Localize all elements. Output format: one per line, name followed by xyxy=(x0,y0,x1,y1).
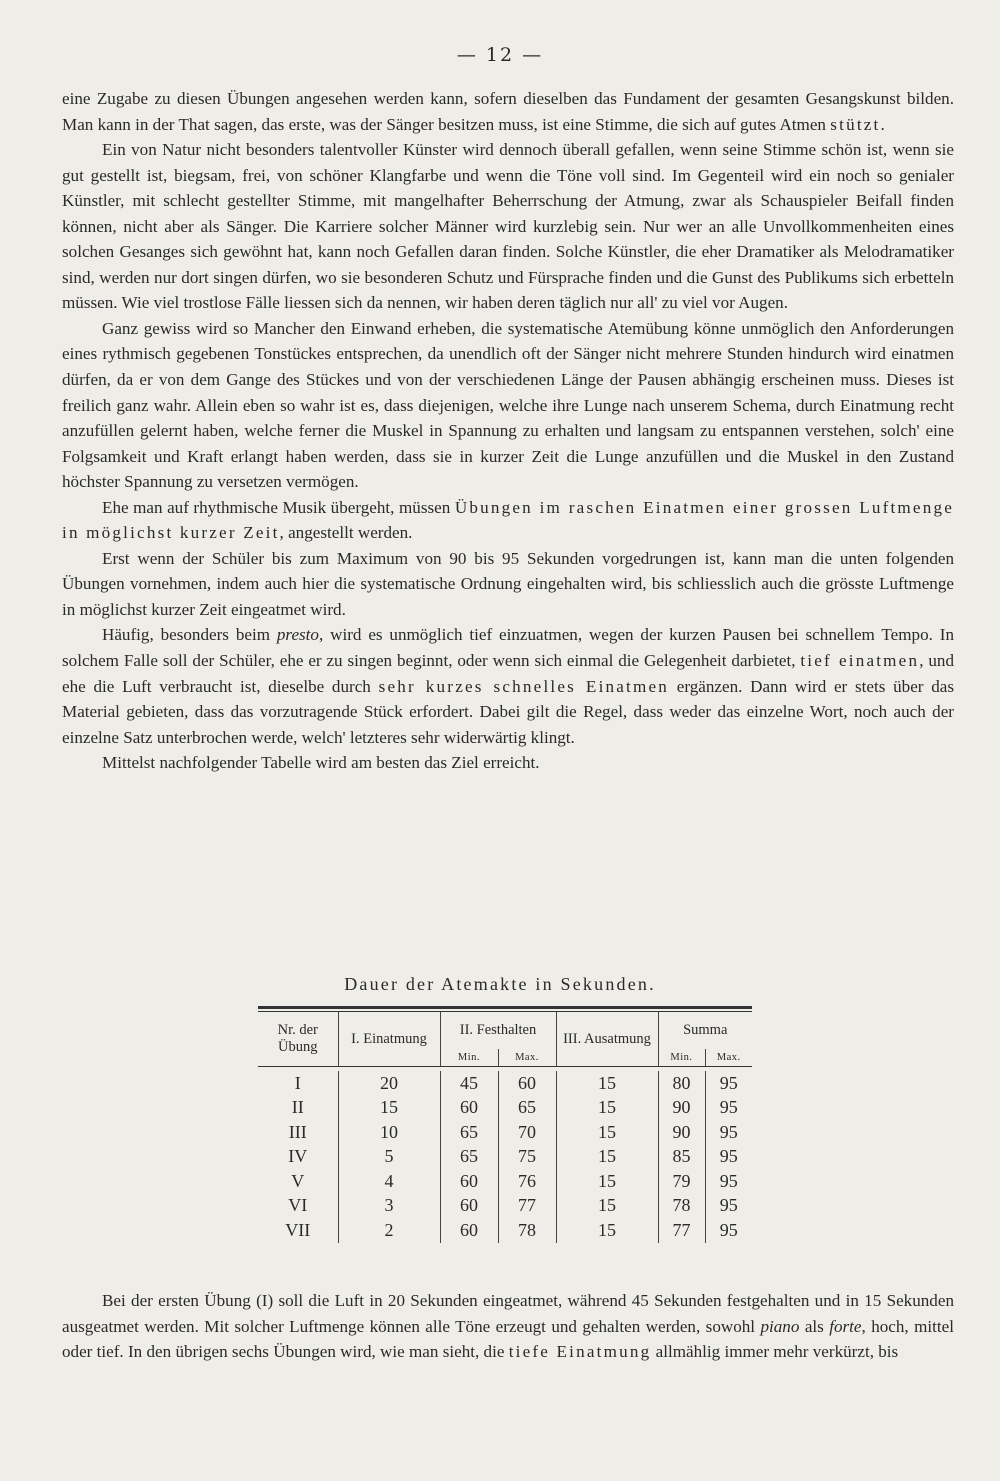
cell-festhalten-max: 60 xyxy=(498,1071,556,1096)
cell-summa-max: 95 xyxy=(705,1120,752,1145)
cell-festhalten-min: 65 xyxy=(440,1120,498,1145)
cell-festhalten-min: 45 xyxy=(440,1071,498,1096)
spaced-emphasis: tief einatmen xyxy=(800,651,920,671)
cell-ausatmung: 15 xyxy=(556,1120,658,1145)
cell-festhalten-min: 60 xyxy=(440,1169,498,1194)
paragraph: Häufig, besonders beim presto, wird es unmöglich tief einzuatmen, wegen der kurzen Pausen bei schnellem Tempo. In solchem Falle soll der Schüler, ehe er zu singen beginnt, oder wenn sich einmal die Gelegenheit darbietet, tief einatmen, und ehe die Luft verbraucht ist, dieselbe durch sehr kurzes schnelles Einatmen ergänzen. Dann wird er stets über das Material gebieten, dass das vorzutragende Stück erfordert. Dabei gilt die Regel, dass weder das einzelne Wort, noch auch der einzelne Satz unterbrochen werde, welch' letzteres sehr widerwärtig klingt. xyxy=(62,625,954,747)
cell-summa-max: 95 xyxy=(705,1145,752,1170)
cell-summa-min: 79 xyxy=(658,1169,705,1194)
cell-festhalten-max: 76 xyxy=(498,1169,556,1194)
cell-festhalten-min: 65 xyxy=(440,1145,498,1170)
cell-einatmung: 4 xyxy=(338,1169,440,1194)
header-festhalten-min: Min. xyxy=(440,1049,498,1067)
cell-festhalten-min: 60 xyxy=(440,1218,498,1243)
cell-festhalten-max: 77 xyxy=(498,1194,556,1219)
paragraph: Mittelst nachfolgender Tabelle wird am besten das Ziel erreicht. xyxy=(102,753,540,773)
table-row xyxy=(258,1218,752,1243)
cell-nr: IV xyxy=(288,1146,308,1167)
header-nr: Nr. der Übung xyxy=(277,1022,318,1055)
spaced-emphasis: stützt xyxy=(830,114,881,134)
cell-summa-max: 95 xyxy=(705,1096,752,1121)
cell-summa-max: 95 xyxy=(705,1194,752,1219)
cell-summa-min: 77 xyxy=(658,1218,705,1243)
table-row xyxy=(258,1145,752,1170)
cell-ausatmung: 15 xyxy=(556,1169,658,1194)
cell-einatmung: 2 xyxy=(338,1218,440,1243)
paragraph: Ganz gewiss wird so Mancher den Einwand erheben, die systematische Atemübung könne unmöglich den Anforderungen eines rythmisch gegebenen Tonstückes entsprechen, da unendlich oft der Sänger nicht mehrere Stunden hindurch wird einatmen dürfen, da er von dem Gange des Stückes und von der verschiedenen Länge der Pausen abhängig erscheinen muss. Dieses ist freilich ganz wahr. Allein eben so wahr ist es, dass diejenigen, welche ihre Lunge nach unserem Schema, durch Einatmung recht anzufüllen gelernt haben, welche ferner die Muskel in Spannung zu erhalten und langsam zu entspannen verstehen, solch' eine Folgsamkeit und Kraft erlangt haben werden, dass sie in kurzer Zeit die Lunge anzufüllen und die Muskel in den Zustand höchster Spannung zu versetzen vermögen. xyxy=(62,318,954,492)
cell-nr: III xyxy=(288,1121,307,1142)
cell-einatmung: 3 xyxy=(338,1194,440,1219)
header-summa: Summa xyxy=(658,1012,752,1049)
cell-summa-min: 90 xyxy=(658,1096,705,1121)
cell-summa-max: 95 xyxy=(705,1071,752,1096)
spaced-emphasis: tiefe Einatmung xyxy=(508,1342,652,1362)
cell-festhalten-max: 65 xyxy=(498,1096,556,1121)
paragraph: Bei der ersten Übung (I) soll die Luft in 20 Sekunden eingeatmet, während 45 Sekunden festgehalten und in 15 Sekunden ausgeatmet werden. Mit solcher Luftmenge können alle Töne erzeugt und gehalten werden, sowohl piano als forte, hoch, mittel oder tief. In den übrigen sechs Übungen wird, wie man sieht, die tiefe Einatmung allmählig immer mehr verkürzt, bis xyxy=(62,1291,954,1362)
table-row xyxy=(258,1120,752,1145)
cell-nr: II xyxy=(291,1097,304,1118)
paragraph: Erst wenn der Schüler bis zum Maximum von 90 bis 95 Sekunden vorgedrungen ist, kann man die unten folgenden Übungen vornehmen, indem auch hier die systematische Ordnung eingehalten wird, bis schliesslich auch die grösste Luftmenge in möglichst kurzer Zeit eingeatmet wird. xyxy=(62,548,954,619)
paragraph: Ehe man auf rhythmische Musik übergeht, müssen Übungen im raschen Einatmen einer grossen Luftmenge in möglichst kurzer Zeit, angestellt werden. xyxy=(62,497,954,543)
header-summa-max: Max. xyxy=(705,1049,752,1067)
italic-term: forte xyxy=(829,1316,862,1336)
cell-nr: V xyxy=(291,1170,305,1191)
cell-nr: VI xyxy=(288,1195,308,1216)
table-row xyxy=(258,1096,752,1121)
cell-festhalten-min: 60 xyxy=(440,1096,498,1121)
cell-summa-min: 90 xyxy=(658,1120,705,1145)
cell-einatmung: 20 xyxy=(338,1071,440,1096)
breathing-table xyxy=(258,1006,752,1243)
cell-ausatmung: 15 xyxy=(556,1194,658,1219)
cell-festhalten-min: 60 xyxy=(440,1194,498,1219)
body-text-after-table xyxy=(62,1288,954,1365)
cell-summa-min: 78 xyxy=(658,1194,705,1219)
cell-summa-max: 95 xyxy=(705,1218,752,1243)
cell-ausatmung: 15 xyxy=(556,1218,658,1243)
table-title: Dauer der Atemakte in Sekunden. xyxy=(344,974,656,994)
header-einatmung: I. Einatmung xyxy=(338,1012,440,1067)
cell-summa-min: 85 xyxy=(658,1145,705,1170)
cell-festhalten-max: 75 xyxy=(498,1145,556,1170)
italic-term: piano xyxy=(760,1316,800,1336)
cell-festhalten-max: 70 xyxy=(498,1120,556,1145)
cell-einatmung: 5 xyxy=(338,1145,440,1170)
spaced-emphasis: sehr kurzes schnelles Einatmen xyxy=(378,676,670,696)
paragraph: eine Zugabe zu diesen Übungen angesehen werden kann, sofern dieselben das Fundament der gesamten Gesangskunst bilden. Man kann in der That sagen, das erste, was der Sänger besitzen muss, ist eine Stimme, die sich auf gutes Atmen stützt. xyxy=(62,89,954,134)
table-row xyxy=(258,1169,752,1194)
body-text xyxy=(62,86,954,776)
header-ausatmung: III. Ausatmung xyxy=(556,1012,658,1067)
table-row xyxy=(258,1194,752,1219)
cell-ausatmung: 15 xyxy=(556,1071,658,1096)
header-summa-min: Min. xyxy=(658,1049,705,1067)
cell-summa-max: 95 xyxy=(705,1169,752,1194)
italic-term: presto xyxy=(276,625,319,645)
cell-einatmung: 10 xyxy=(338,1120,440,1145)
cell-einatmung: 15 xyxy=(338,1096,440,1121)
cell-nr: I xyxy=(294,1072,301,1093)
header-festhalten: II. Festhalten xyxy=(440,1012,556,1049)
spaced-emphasis: Übungen im raschen Einatmen einer grossen Luftmenge in möglichst kurzer Zeit xyxy=(62,497,954,543)
cell-festhalten-max: 78 xyxy=(498,1218,556,1243)
cell-nr: VII xyxy=(285,1219,311,1240)
page-number: — 12 — xyxy=(456,44,544,66)
table-row xyxy=(258,1071,752,1096)
paragraph: Ein von Natur nicht besonders talentvoller Künster wird dennoch überall gefallen, wenn seine Stimme schön ist, wenn sie gut gestellt ist, biegsam, frei, von schöner Klangfarbe und wenn die Töne voll sind. Im Gegenteil wird ein noch so genialer Künstler, mit schlecht gestellter Stimme, mit mangelhafter Beherrschung der Atmung, zwar als Schauspieler Beifall finden können, nicht aber als Sänger. Die Karriere solcher Männer wird kurzlebig sein. Nur wer an alle Unvollkommenheiten eines solchen Gesanges sich gewöhnt hat, kann noch Gefallen daran finden. Solche Künstler, die eher Dramatiker als Melodramatiker sind, werden nur dort singen dürfen, wo sie besonderen Schutz und Fürsprache finden und die Gunst des Publikums sich erbetteln müssen. Wie viel trostlose Fälle liessen sich da nennen, wir haben deren täglich nur all' zu viel vor Augen. xyxy=(62,140,954,313)
cell-ausatmung: 15 xyxy=(556,1096,658,1121)
cell-summa-min: 80 xyxy=(658,1071,705,1096)
cell-ausatmung: 15 xyxy=(556,1145,658,1170)
header-festhalten-max: Max. xyxy=(498,1049,556,1067)
